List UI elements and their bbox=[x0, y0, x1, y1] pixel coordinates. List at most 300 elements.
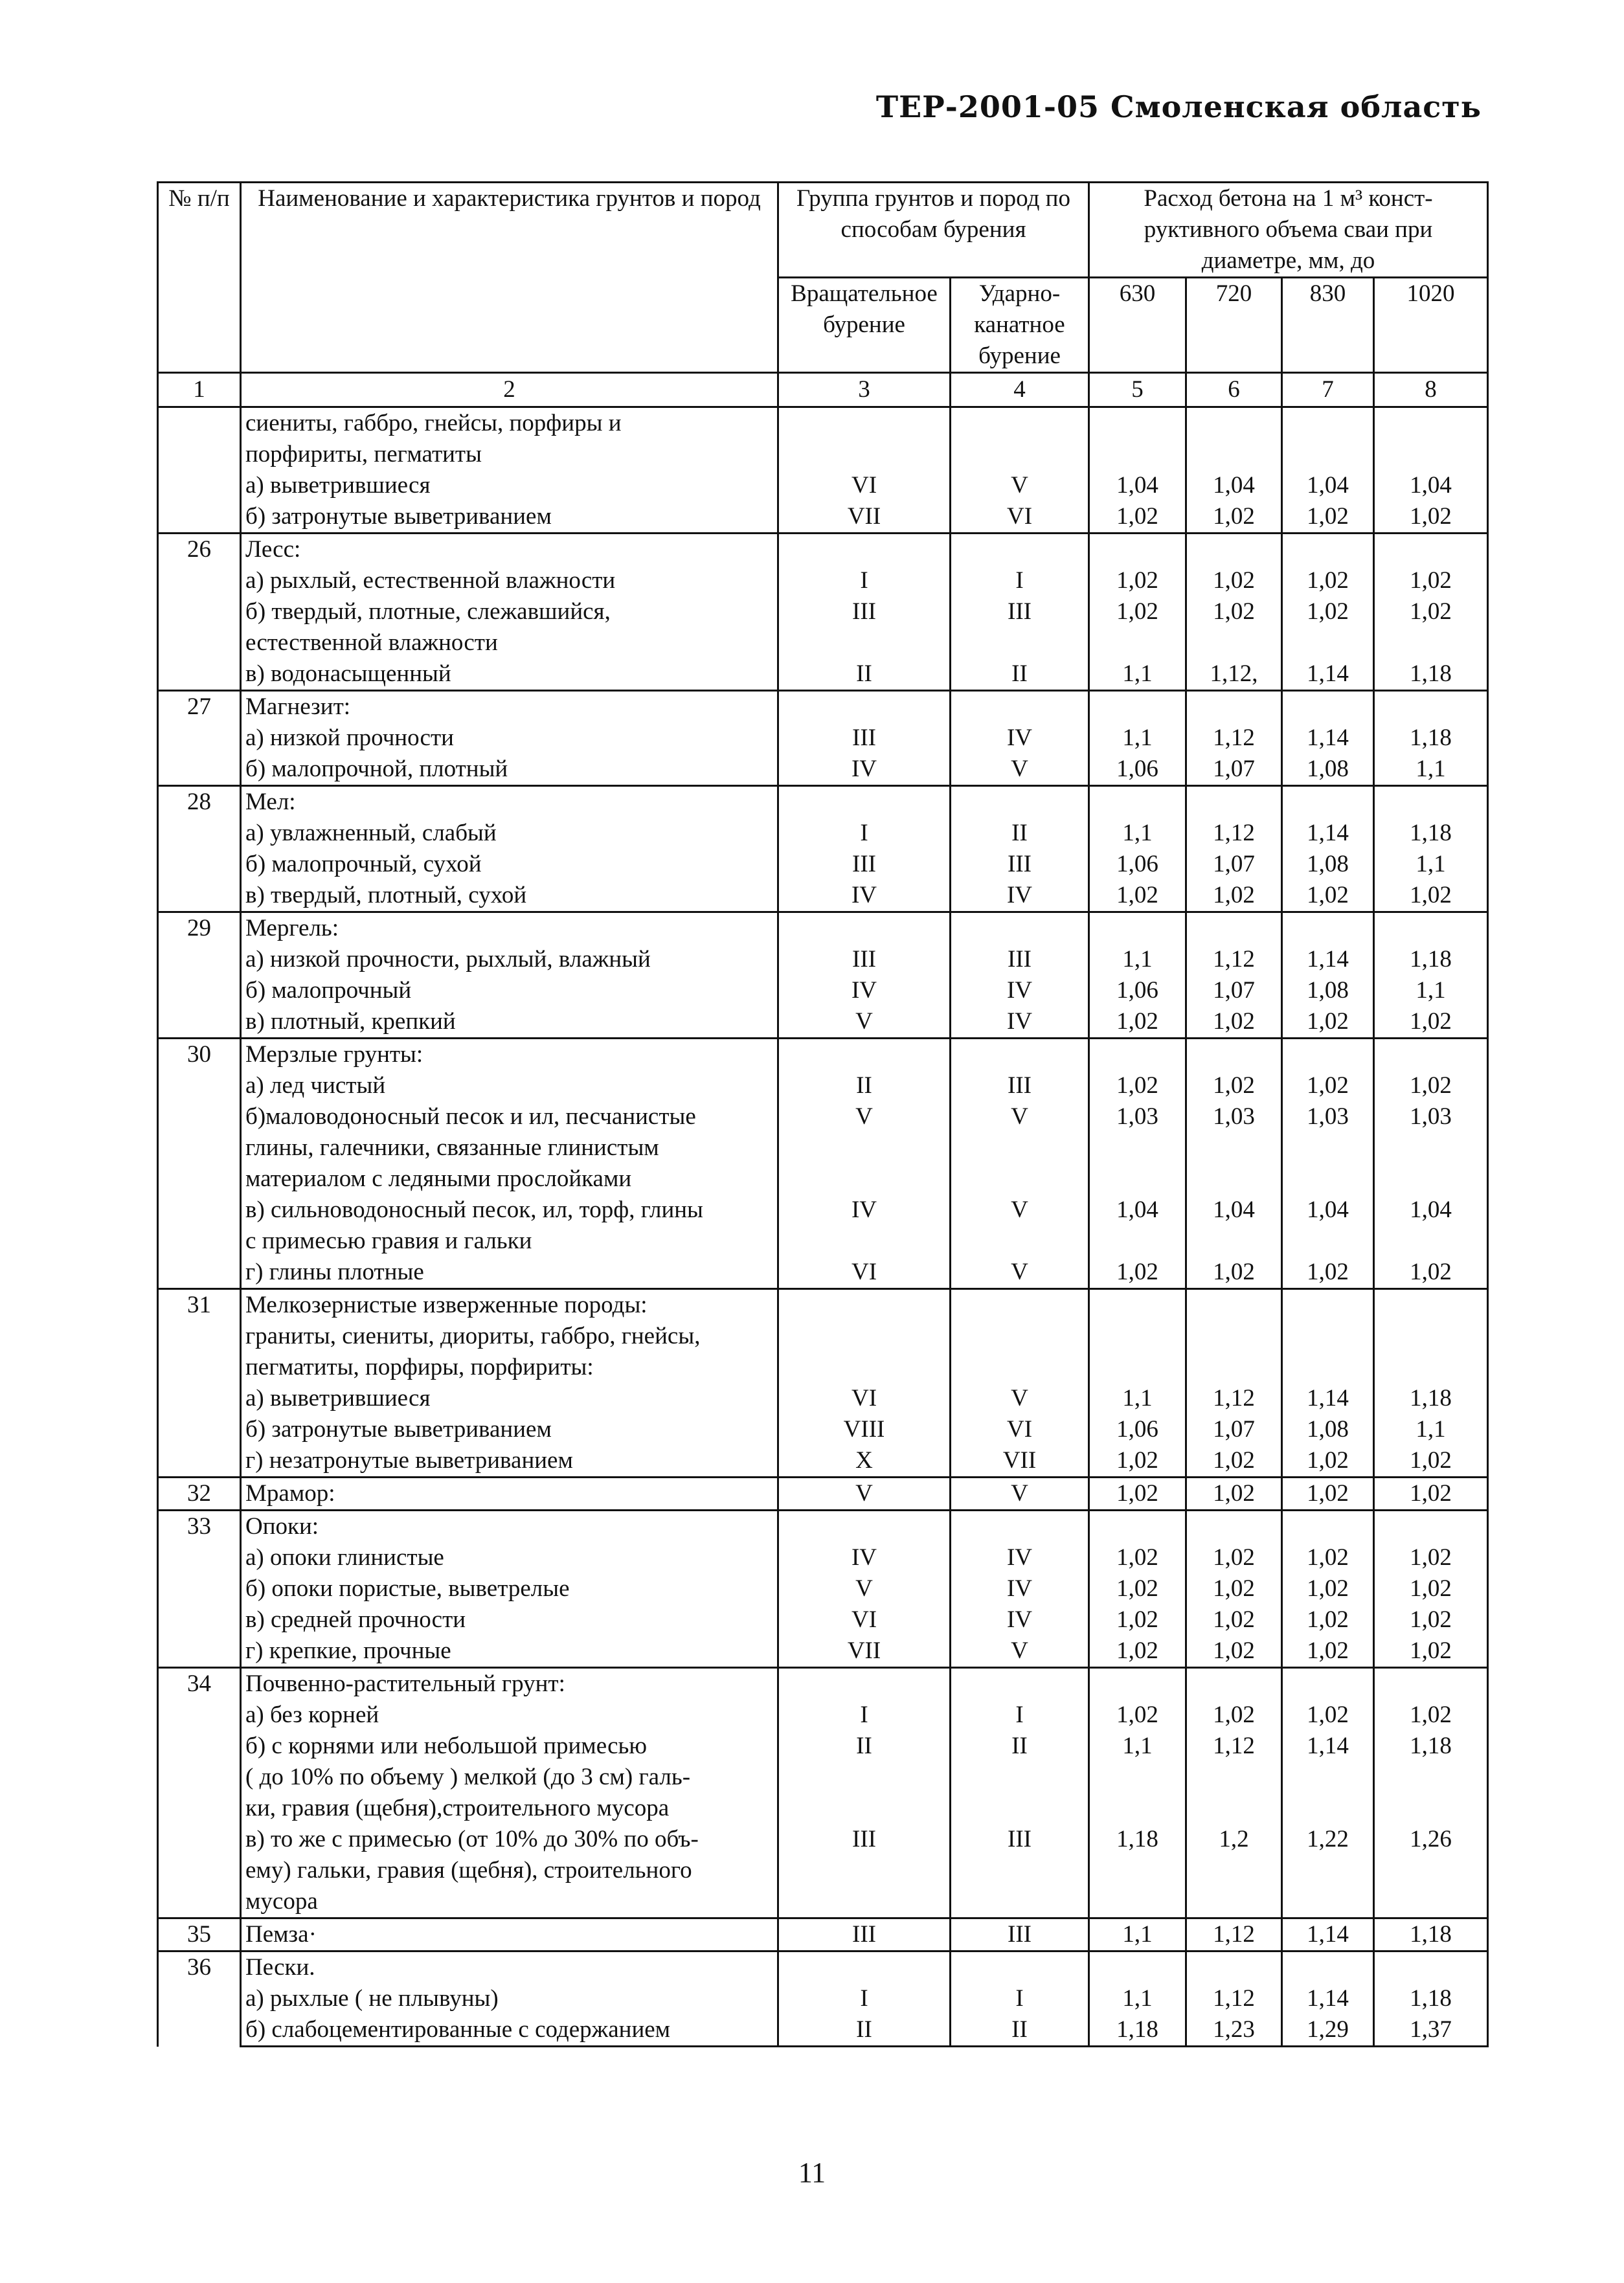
consumption-830 bbox=[1282, 1793, 1374, 1824]
group-percussion: III bbox=[951, 596, 1089, 627]
consumption-630 bbox=[1089, 1762, 1186, 1793]
group-percussion: IV bbox=[951, 975, 1089, 1006]
consumption-720: 1,07 bbox=[1186, 1414, 1282, 1445]
table-row bbox=[158, 1573, 1488, 1604]
soil-name: б) малопрочный bbox=[241, 975, 778, 1006]
consumption-1020 bbox=[1374, 1226, 1488, 1257]
consumption-720 bbox=[1186, 1289, 1282, 1321]
row-number: 31 bbox=[158, 1289, 241, 1478]
table-row bbox=[158, 1855, 1488, 1886]
table-row bbox=[158, 565, 1488, 596]
consumption-1020: 1,18 bbox=[1374, 723, 1488, 754]
group-rotary: VII bbox=[778, 1636, 951, 1668]
row-number: 28 bbox=[158, 786, 241, 912]
consumption-630 bbox=[1089, 1855, 1186, 1886]
consumption-720 bbox=[1186, 1039, 1282, 1071]
group-rotary bbox=[778, 1226, 951, 1257]
row-number: 29 bbox=[158, 912, 241, 1039]
group-percussion: I bbox=[951, 1700, 1089, 1731]
consumption-720 bbox=[1186, 1668, 1282, 1700]
group-percussion bbox=[951, 439, 1089, 470]
group-rotary: VI bbox=[778, 1383, 951, 1414]
table-row bbox=[158, 1604, 1488, 1636]
consumption-630: 1,1 bbox=[1089, 944, 1186, 975]
group-rotary bbox=[778, 1039, 951, 1071]
consumption-630 bbox=[1089, 1511, 1186, 1543]
soil-name: в) водонасыщенный bbox=[241, 658, 778, 691]
consumption-720: 1,12 bbox=[1186, 723, 1282, 754]
consumption-720: 1,02 bbox=[1186, 1604, 1282, 1636]
column-number: 3 bbox=[778, 373, 951, 407]
consumption-1020 bbox=[1374, 1164, 1488, 1195]
consumption-720: 1,02 bbox=[1186, 1006, 1282, 1039]
group-percussion: IV bbox=[951, 723, 1089, 754]
group-percussion: IV bbox=[951, 1573, 1089, 1604]
row-number: 26 bbox=[158, 534, 241, 691]
consumption-1020 bbox=[1374, 1289, 1488, 1321]
consumption-720: 1,02 bbox=[1186, 1700, 1282, 1731]
group-rotary: IV bbox=[778, 754, 951, 786]
consumption-630: 1,02 bbox=[1089, 1070, 1186, 1101]
soil-name: б) затронутые выветриванием bbox=[241, 501, 778, 534]
consumption-630 bbox=[1089, 912, 1186, 945]
consumption-830: 1,02 bbox=[1282, 1700, 1374, 1731]
consumption-1020: 1,02 bbox=[1374, 880, 1488, 912]
header-d1020: 1020 bbox=[1374, 278, 1488, 373]
consumption-720: 1,02 bbox=[1186, 1070, 1282, 1101]
consumption-630: 1,02 bbox=[1089, 565, 1186, 596]
soil-name: б) с корнями или небольшой примесью bbox=[241, 1731, 778, 1762]
group-percussion bbox=[951, 534, 1089, 566]
consumption-720 bbox=[1186, 1951, 1282, 1984]
consumption-630 bbox=[1089, 1289, 1186, 1321]
consumption-720: 1,02 bbox=[1186, 565, 1282, 596]
consumption-720 bbox=[1186, 1164, 1282, 1195]
group-percussion: V bbox=[951, 1478, 1089, 1511]
soil-name: в) твердый, плотный, сухой bbox=[241, 880, 778, 912]
consumption-1020 bbox=[1374, 1511, 1488, 1543]
table-row bbox=[158, 1164, 1488, 1195]
consumption-830: 1,14 bbox=[1282, 1983, 1374, 2014]
soil-name: ки, гравия (щебня),строительного мусора bbox=[241, 1793, 778, 1824]
table-row bbox=[158, 2014, 1488, 2047]
consumption-1020: 1,02 bbox=[1374, 1604, 1488, 1636]
group-percussion: VI bbox=[951, 1414, 1089, 1445]
column-number: 8 bbox=[1374, 373, 1488, 407]
table-row bbox=[158, 439, 1488, 470]
table-row bbox=[158, 975, 1488, 1006]
soil-name: б) затронутые выветриванием bbox=[241, 1414, 778, 1445]
consumption-830 bbox=[1282, 1164, 1374, 1195]
soil-table-container bbox=[157, 181, 1487, 2047]
group-rotary bbox=[778, 1668, 951, 1700]
group-percussion bbox=[951, 1762, 1089, 1793]
table-row bbox=[158, 1352, 1488, 1383]
consumption-1020: 1,02 bbox=[1374, 565, 1488, 596]
consumption-630 bbox=[1089, 1668, 1186, 1700]
group-percussion: V bbox=[951, 1636, 1089, 1668]
soil-name: Лесс: bbox=[241, 534, 778, 566]
soil-name: Мерзлые грунты: bbox=[241, 1039, 778, 1071]
soil-name: а) без корней bbox=[241, 1700, 778, 1731]
header-rotary: Вращательное бурение bbox=[778, 278, 951, 373]
consumption-630 bbox=[1089, 534, 1186, 566]
column-number: 1 bbox=[158, 373, 241, 407]
group-rotary: V bbox=[778, 1006, 951, 1039]
table-row bbox=[158, 1636, 1488, 1668]
consumption-630: 1,02 bbox=[1089, 501, 1186, 534]
group-rotary: X bbox=[778, 1445, 951, 1478]
column-number: 4 bbox=[951, 373, 1089, 407]
group-percussion bbox=[951, 1039, 1089, 1071]
consumption-630: 1,02 bbox=[1089, 1604, 1186, 1636]
consumption-720: 1,02 bbox=[1186, 1445, 1282, 1478]
group-percussion: I bbox=[951, 565, 1089, 596]
group-percussion bbox=[951, 786, 1089, 818]
group-rotary bbox=[778, 1132, 951, 1164]
table-row bbox=[158, 691, 1488, 723]
consumption-630 bbox=[1089, 691, 1186, 723]
consumption-720 bbox=[1186, 534, 1282, 566]
group-rotary bbox=[778, 1793, 951, 1824]
consumption-720 bbox=[1186, 1793, 1282, 1824]
consumption-630: 1,1 bbox=[1089, 723, 1186, 754]
column-number: 6 bbox=[1186, 373, 1282, 407]
soil-name: а) выветрившиеся bbox=[241, 1383, 778, 1414]
consumption-630 bbox=[1089, 1951, 1186, 1984]
consumption-720: 1,04 bbox=[1186, 470, 1282, 501]
consumption-830: 1,02 bbox=[1282, 1636, 1374, 1668]
consumption-1020: 1,02 bbox=[1374, 1700, 1488, 1731]
consumption-630: 1,1 bbox=[1089, 1383, 1186, 1414]
consumption-630 bbox=[1089, 407, 1186, 440]
consumption-630 bbox=[1089, 627, 1186, 658]
consumption-1020: 1,1 bbox=[1374, 849, 1488, 880]
group-rotary bbox=[778, 439, 951, 470]
group-percussion: IV bbox=[951, 1006, 1089, 1039]
consumption-1020 bbox=[1374, 1352, 1488, 1383]
group-percussion bbox=[951, 1289, 1089, 1321]
consumption-830 bbox=[1282, 1226, 1374, 1257]
consumption-630: 1,06 bbox=[1089, 754, 1186, 786]
table-row bbox=[158, 1824, 1488, 1855]
header-d630: 630 bbox=[1089, 278, 1186, 373]
soil-name: г) глины плотные bbox=[241, 1257, 778, 1289]
consumption-830: 1,02 bbox=[1282, 1070, 1374, 1101]
consumption-630: 1,18 bbox=[1089, 1824, 1186, 1855]
consumption-720: 1,02 bbox=[1186, 1636, 1282, 1668]
consumption-1020 bbox=[1374, 1321, 1488, 1352]
consumption-720 bbox=[1186, 691, 1282, 723]
group-rotary: V bbox=[778, 1101, 951, 1132]
soil-name: Опоки: bbox=[241, 1511, 778, 1543]
table-row bbox=[158, 1132, 1488, 1164]
table-row bbox=[158, 596, 1488, 627]
consumption-1020: 1,18 bbox=[1374, 944, 1488, 975]
table-row bbox=[158, 658, 1488, 691]
group-rotary: II bbox=[778, 1070, 951, 1101]
soil-name: а) выветрившиеся bbox=[241, 470, 778, 501]
group-percussion: V bbox=[951, 1195, 1089, 1226]
consumption-630: 1,04 bbox=[1089, 470, 1186, 501]
consumption-830 bbox=[1282, 407, 1374, 440]
group-rotary bbox=[778, 1951, 951, 1984]
consumption-1020: 1,02 bbox=[1374, 1006, 1488, 1039]
consumption-630: 1,06 bbox=[1089, 849, 1186, 880]
soil-name: Магнезит: bbox=[241, 691, 778, 723]
column-number: 2 bbox=[241, 373, 778, 407]
table-row bbox=[158, 1414, 1488, 1445]
soil-name: Мелкозернистые изверженные породы: bbox=[241, 1289, 778, 1321]
consumption-830: 1,14 bbox=[1282, 818, 1374, 849]
consumption-630 bbox=[1089, 1352, 1186, 1383]
consumption-1020 bbox=[1374, 786, 1488, 818]
table-body bbox=[158, 407, 1488, 2047]
group-percussion bbox=[951, 627, 1089, 658]
consumption-1020: 1,02 bbox=[1374, 1542, 1488, 1573]
consumption-830: 1,14 bbox=[1282, 1731, 1374, 1762]
consumption-720 bbox=[1186, 627, 1282, 658]
group-rotary: VI bbox=[778, 1604, 951, 1636]
consumption-1020: 1,02 bbox=[1374, 501, 1488, 534]
consumption-830 bbox=[1282, 1668, 1374, 1700]
group-percussion bbox=[951, 1855, 1089, 1886]
consumption-720: 1,12 bbox=[1186, 1918, 1282, 1951]
soil-name: а) рыхлый, естественной влажности bbox=[241, 565, 778, 596]
group-rotary bbox=[778, 691, 951, 723]
consumption-830: 1,02 bbox=[1282, 1445, 1374, 1478]
group-rotary bbox=[778, 627, 951, 658]
column-number: 7 bbox=[1282, 373, 1374, 407]
consumption-720 bbox=[1186, 1855, 1282, 1886]
group-rotary bbox=[778, 1164, 951, 1195]
soil-name: б) слабоцементированные с содержанием bbox=[241, 2014, 778, 2047]
soil-name: Мрамор: bbox=[241, 1478, 778, 1511]
soil-name: в) то же с примесью (от 10% до 30% по объ- bbox=[241, 1824, 778, 1855]
consumption-1020: 1,02 bbox=[1374, 1573, 1488, 1604]
consumption-830 bbox=[1282, 1762, 1374, 1793]
soil-name: порфириты, пегматиты bbox=[241, 439, 778, 470]
group-percussion: IV bbox=[951, 1542, 1089, 1573]
group-percussion: VI bbox=[951, 501, 1089, 534]
consumption-720 bbox=[1186, 439, 1282, 470]
soil-name: ( до 10% по объему ) мелкой (до 3 см) галь- bbox=[241, 1762, 778, 1793]
soil-name: б)маловодоносный песок и ил, песчанистые bbox=[241, 1101, 778, 1132]
consumption-720: 1,12 bbox=[1186, 1383, 1282, 1414]
consumption-720 bbox=[1186, 1762, 1282, 1793]
table-row bbox=[158, 627, 1488, 658]
group-percussion bbox=[951, 1321, 1089, 1352]
table-row bbox=[158, 912, 1488, 945]
group-rotary bbox=[778, 912, 951, 945]
soil-name: пегматиты, порфиры, порфириты: bbox=[241, 1352, 778, 1383]
column-number: 5 bbox=[1089, 373, 1186, 407]
table-row bbox=[158, 944, 1488, 975]
table-row bbox=[158, 1195, 1488, 1226]
consumption-720 bbox=[1186, 1321, 1282, 1352]
group-percussion: V bbox=[951, 470, 1089, 501]
consumption-830: 1,02 bbox=[1282, 880, 1374, 912]
group-percussion: V bbox=[951, 1101, 1089, 1132]
consumption-630: 1,02 bbox=[1089, 1636, 1186, 1668]
consumption-1020: 1,26 bbox=[1374, 1824, 1488, 1855]
consumption-630: 1,1 bbox=[1089, 658, 1186, 691]
consumption-720: 1,07 bbox=[1186, 754, 1282, 786]
consumption-1020 bbox=[1374, 1855, 1488, 1886]
consumption-830: 1,08 bbox=[1282, 849, 1374, 880]
soil-name: с примесью гравия и гальки bbox=[241, 1226, 778, 1257]
header-group: Группа грунтов и пород по способам бурения bbox=[778, 183, 1089, 278]
consumption-1020: 1,1 bbox=[1374, 975, 1488, 1006]
consumption-1020: 1,02 bbox=[1374, 1478, 1488, 1511]
soil-name: Почвенно-растительный грунт: bbox=[241, 1668, 778, 1700]
group-rotary: IV bbox=[778, 880, 951, 912]
group-percussion: III bbox=[951, 849, 1089, 880]
table-row bbox=[158, 1731, 1488, 1762]
consumption-1020: 1,04 bbox=[1374, 1195, 1488, 1226]
soil-name: естественной влажности bbox=[241, 627, 778, 658]
soil-name: а) лед чистый bbox=[241, 1070, 778, 1101]
soil-name: граниты, сиениты, диориты, габбро, гнейсы, bbox=[241, 1321, 778, 1352]
group-percussion: III bbox=[951, 1918, 1089, 1951]
consumption-830: 1,14 bbox=[1282, 723, 1374, 754]
soil-concrete-table bbox=[157, 181, 1489, 2047]
table-row bbox=[158, 534, 1488, 566]
soil-name: сиениты, габбро, гнейсы, порфиры и bbox=[241, 407, 778, 440]
consumption-720: 1,12, bbox=[1186, 658, 1282, 691]
soil-name: б) малопрочный, сухой bbox=[241, 849, 778, 880]
consumption-720: 1,12 bbox=[1186, 818, 1282, 849]
table-row bbox=[158, 1668, 1488, 1700]
consumption-720: 1,12 bbox=[1186, 944, 1282, 975]
group-percussion: III bbox=[951, 1070, 1089, 1101]
consumption-830 bbox=[1282, 627, 1374, 658]
table-row bbox=[158, 1762, 1488, 1793]
consumption-630: 1,02 bbox=[1089, 1257, 1186, 1289]
row-number: 34 bbox=[158, 1668, 241, 1918]
group-rotary: I bbox=[778, 1700, 951, 1731]
row-number: 33 bbox=[158, 1511, 241, 1668]
page-header: ТЕР-2001-05 Смоленская область bbox=[875, 89, 1482, 124]
consumption-630: 1,02 bbox=[1089, 1542, 1186, 1573]
consumption-830 bbox=[1282, 1321, 1374, 1352]
consumption-720: 1,02 bbox=[1186, 1257, 1282, 1289]
table-row bbox=[158, 1039, 1488, 1071]
soil-name: в) плотный, крепкий bbox=[241, 1006, 778, 1039]
group-percussion: IV bbox=[951, 1604, 1089, 1636]
group-percussion: II bbox=[951, 658, 1089, 691]
consumption-630: 1,1 bbox=[1089, 1731, 1186, 1762]
consumption-830 bbox=[1282, 1951, 1374, 1984]
consumption-630: 1,03 bbox=[1089, 1101, 1186, 1132]
group-rotary: II bbox=[778, 2014, 951, 2047]
consumption-1020: 1,04 bbox=[1374, 470, 1488, 501]
soil-name: мусора bbox=[241, 1886, 778, 1918]
row-number: 30 bbox=[158, 1039, 241, 1289]
header-consumption: Расход бетона на 1 м³ конст-руктивного объема сваи при диаметре, мм, до bbox=[1089, 183, 1488, 278]
consumption-830 bbox=[1282, 691, 1374, 723]
header-num: № п/п bbox=[158, 183, 241, 373]
soil-name: Мергель: bbox=[241, 912, 778, 945]
consumption-830: 1,02 bbox=[1282, 565, 1374, 596]
consumption-720: 1,02 bbox=[1186, 596, 1282, 627]
soil-name: б) твердый, плотные, слежавшийся, bbox=[241, 596, 778, 627]
consumption-630: 1,1 bbox=[1089, 1918, 1186, 1951]
soil-name: г) незатронутые выветриванием bbox=[241, 1445, 778, 1478]
consumption-720 bbox=[1186, 407, 1282, 440]
consumption-1020 bbox=[1374, 1668, 1488, 1700]
table-row bbox=[158, 754, 1488, 786]
group-rotary: II bbox=[778, 1731, 951, 1762]
consumption-830 bbox=[1282, 439, 1374, 470]
group-percussion: III bbox=[951, 1824, 1089, 1855]
table-row bbox=[158, 1383, 1488, 1414]
consumption-1020 bbox=[1374, 407, 1488, 440]
consumption-830: 1,14 bbox=[1282, 944, 1374, 975]
consumption-1020: 1,18 bbox=[1374, 1983, 1488, 2014]
group-percussion: V bbox=[951, 754, 1089, 786]
consumption-830 bbox=[1282, 912, 1374, 945]
consumption-720: 1,02 bbox=[1186, 501, 1282, 534]
consumption-630: 1,06 bbox=[1089, 1414, 1186, 1445]
consumption-830 bbox=[1282, 1289, 1374, 1321]
table-row bbox=[158, 1070, 1488, 1101]
consumption-630 bbox=[1089, 1039, 1186, 1071]
consumption-630: 1,18 bbox=[1089, 2014, 1186, 2047]
consumption-830: 1,29 bbox=[1282, 2014, 1374, 2047]
consumption-1020: 1,18 bbox=[1374, 818, 1488, 849]
consumption-830 bbox=[1282, 534, 1374, 566]
consumption-630 bbox=[1089, 1132, 1186, 1164]
table-row bbox=[158, 407, 1488, 440]
consumption-720 bbox=[1186, 786, 1282, 818]
consumption-1020 bbox=[1374, 1886, 1488, 1918]
consumption-630: 1,02 bbox=[1089, 1700, 1186, 1731]
consumption-630: 1,02 bbox=[1089, 596, 1186, 627]
consumption-720 bbox=[1186, 912, 1282, 945]
group-percussion bbox=[951, 1132, 1089, 1164]
consumption-720: 1,07 bbox=[1186, 849, 1282, 880]
group-percussion: V bbox=[951, 1257, 1089, 1289]
consumption-830: 1,08 bbox=[1282, 975, 1374, 1006]
group-percussion: V bbox=[951, 1383, 1089, 1414]
table-row bbox=[158, 1226, 1488, 1257]
group-rotary: IV bbox=[778, 1542, 951, 1573]
soil-name: Мел: bbox=[241, 786, 778, 818]
consumption-830 bbox=[1282, 1511, 1374, 1543]
consumption-630 bbox=[1089, 1226, 1186, 1257]
consumption-630 bbox=[1089, 1886, 1186, 1918]
consumption-1020 bbox=[1374, 534, 1488, 566]
consumption-830: 1,22 bbox=[1282, 1824, 1374, 1855]
soil-name: б) опоки пористые, выветрелые bbox=[241, 1573, 778, 1604]
consumption-1020 bbox=[1374, 1762, 1488, 1793]
group-percussion bbox=[951, 1668, 1089, 1700]
table-row bbox=[158, 1542, 1488, 1573]
group-percussion bbox=[951, 1226, 1089, 1257]
table-row bbox=[158, 880, 1488, 912]
consumption-1020: 1,02 bbox=[1374, 1257, 1488, 1289]
consumption-1020: 1,18 bbox=[1374, 1731, 1488, 1762]
consumption-830: 1,04 bbox=[1282, 470, 1374, 501]
group-percussion bbox=[951, 1886, 1089, 1918]
group-rotary: I bbox=[778, 565, 951, 596]
group-percussion bbox=[951, 1951, 1089, 1984]
consumption-830 bbox=[1282, 1132, 1374, 1164]
group-rotary bbox=[778, 1762, 951, 1793]
group-rotary bbox=[778, 1321, 951, 1352]
consumption-1020: 1,02 bbox=[1374, 1070, 1488, 1101]
